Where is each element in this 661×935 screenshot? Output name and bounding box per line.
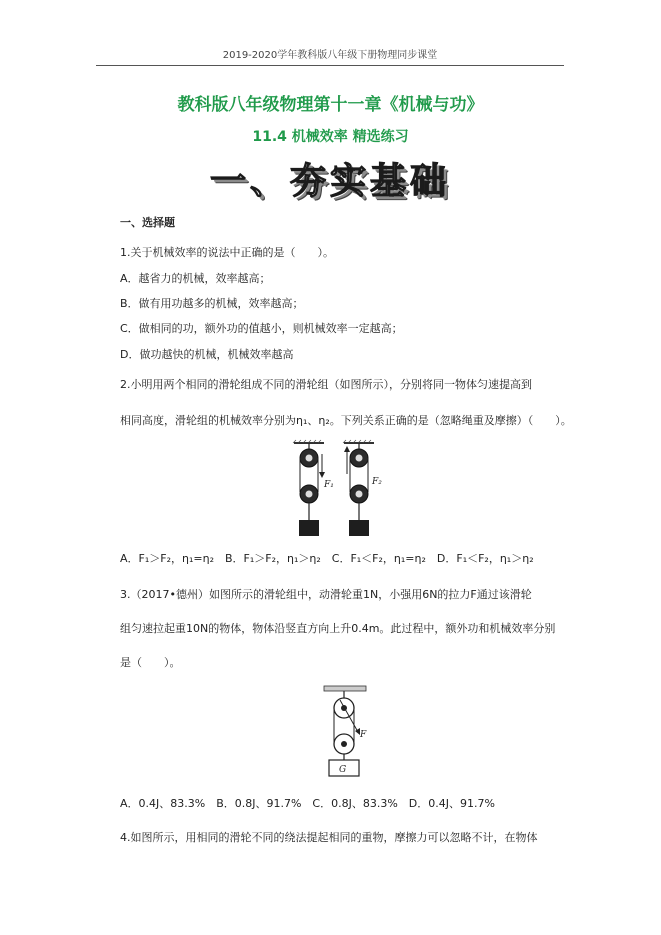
q1-stem: 1.关于机械效率的说法中正确的是（ ）。 — [120, 246, 334, 259]
q2-pulley-system-left — [299, 443, 325, 536]
q2-pulley-figure — [288, 440, 382, 538]
q3-options: A．0.4J、83.3% B．0.8J、91.7% C．0.8J、83.3% D．0.4J、91.7% — [120, 797, 495, 810]
q1-option-a: A．越省力的机械，效率越高； — [120, 272, 271, 285]
q3-line-3: 是（ ）。 — [120, 656, 181, 669]
q2-label-f1: F₁ — [324, 480, 334, 490]
section-banner: 一、夯实基础 — [209, 160, 450, 202]
section-label: 一、选择题 — [120, 216, 175, 229]
document-title: 教科版八年级物理第十一章《机械与功》 — [177, 95, 484, 115]
q2-pulley-system-right — [344, 443, 369, 536]
q3-ceiling — [324, 686, 366, 691]
q2-line-1: 2.小明用两个相同的滑轮组成不同的滑轮组（如图所示），分别将同一物体匀速提高到 — [120, 378, 532, 391]
q3-label-force: F — [360, 730, 367, 740]
page-header: 2019-2020学年教科版八年级下册物理同步课堂 — [96, 46, 564, 66]
document-subtitle: 11.4 机械效率 精选练习 — [252, 129, 409, 145]
q1-option-d: D．做功越快的机械，机械效率越高 — [120, 348, 294, 361]
q1-option-b: B．做有用功越多的机械，效率越高； — [120, 297, 304, 310]
q2-line-2: 相同高度，滑轮组的机械效率分别为η₁、η₂。下列关系正确的是（忽略绳重及摩擦）（ ）。 — [120, 414, 572, 427]
q3-label-weight: G — [339, 765, 347, 775]
q3-pulley-figure — [322, 686, 368, 778]
q4-line-1: 4.如图所示，用相同的滑轮不同的绕法提起相同的重物，摩擦力可以忽略不计，在物体 — [120, 831, 538, 844]
q2-options: A．F₁＞F₂，η₁=η₂ B．F₁＞F₂，η₁＞η₂ C．F₁＜F₂，η₁=η₂ D．F₁＜F₂，η₁＞η₂ — [120, 552, 534, 565]
q2-label-f2: F₂ — [372, 477, 382, 487]
q3-line-2: 组匀速拉起重10N的物体，物体沿竖直方向上升0.4m。此过程中，额外功和机械效率分别 — [120, 622, 556, 635]
q1-option-c: C．做相同的功，额外功的值越小，则机械效率一定越高； — [120, 322, 403, 335]
q3-line-1: 3.（2017•德州）如图所示的滑轮组中，动滑轮重1N，小强用6N的拉力F通过该滑轮 — [120, 588, 532, 601]
